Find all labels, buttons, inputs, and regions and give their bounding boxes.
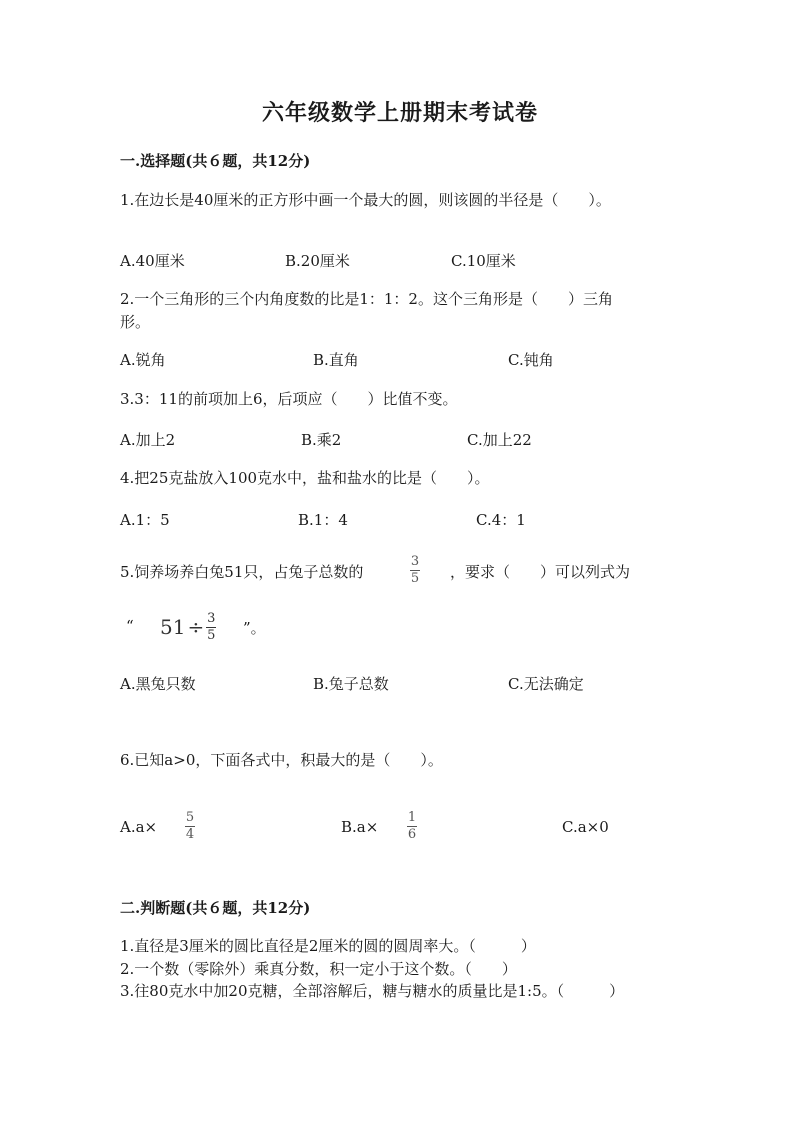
q4-option-a: A.1：5 <box>120 511 170 529</box>
question-2-line1: 2.一个三角形的三个内角度数的比是1：1：2。这个三角形是（ ）三角 <box>120 290 613 308</box>
q5-quote-close: ”。 <box>243 619 266 637</box>
section-heading-judgement: 二.判断题(共６题，共12分) <box>120 899 311 917</box>
q1-option-a: A.40厘米 <box>120 252 185 270</box>
q5-expression-denominator: 5 <box>207 627 216 643</box>
page-title: 六年级数学上册期末考试卷 <box>261 100 538 126</box>
q3-option-c: C.加上22 <box>467 431 532 449</box>
q4-option-c: C.4：1 <box>476 511 526 529</box>
q6-option-c: C.a×0 <box>562 818 609 836</box>
q5-expression-fraction <box>206 612 216 642</box>
q1-option-c: C.10厘米 <box>451 252 516 270</box>
q5-expression <box>160 612 216 642</box>
q5-option-b: B.兔子总数 <box>313 675 389 693</box>
q6-a-denominator: 4 <box>185 826 195 842</box>
q6-option-b-fraction <box>407 811 417 841</box>
q6-a-numerator: 5 <box>185 810 195 825</box>
section-heading-choice: 一.选择题(共６题，共12分) <box>120 152 311 170</box>
q5-option-c: C.无法确定 <box>508 675 584 693</box>
q5-expression-numerator: 3 <box>207 611 216 626</box>
judgement-item-2: 2.一个数（零除外）乘真分数，积一定小于这个数。（ ） <box>120 960 517 978</box>
question-5-text-after: ，要求（ ）可以列式为 <box>450 563 631 581</box>
q6-b-denominator: 6 <box>407 826 417 842</box>
q6-option-a-label: A.a× <box>120 818 158 836</box>
q4-option-b: B.1：4 <box>298 511 348 529</box>
judgement-item-1: 1.直径是3厘米的圆比直径是2厘米的圆的圆周率大。（ ） <box>120 937 536 955</box>
question-2-line2: 形。 <box>120 313 151 331</box>
q2-option-a: A.锐角 <box>120 351 166 369</box>
q6-b-numerator: 1 <box>407 810 417 825</box>
q6-option-a-fraction <box>185 811 195 841</box>
q5-option-a: A.黑兔只数 <box>120 675 196 693</box>
q2-option-b: B.直角 <box>313 351 359 369</box>
q5-quote-open: “ <box>126 617 134 635</box>
question-1: 1.在边长是40厘米的正方形中画一个最大的圆，则该圆的半径是（ ）。 <box>120 191 611 209</box>
q2-option-c: C.钝角 <box>508 351 554 369</box>
question-6: 6.已知a>0，下面各式中，积最大的是（ ）。 <box>120 751 443 769</box>
question-4: 4.把25克盐放入100克水中，盐和盐水的比是（ ）。 <box>120 469 490 487</box>
q5-expression-int: 51 <box>160 615 186 640</box>
q5-fraction-denominator: 5 <box>410 570 420 586</box>
question-3: 3.3：11的前项加上6，后项应（ ）比值不变。 <box>120 390 458 408</box>
q3-option-b: B.乘2 <box>301 431 342 449</box>
question-5-text-before: 5.饲养场养白兔51只，占兔子总数的 <box>120 563 364 581</box>
q5-fraction <box>410 555 420 585</box>
q6-option-b-label: B.a× <box>341 818 379 836</box>
q1-option-b: B.20厘米 <box>285 252 350 270</box>
judgement-item-3: 3.往80克水中加20克糖，全部溶解后，糖与糖水的质量比是1:5。（ ） <box>120 982 625 1000</box>
q3-option-a: A.加上2 <box>120 431 176 449</box>
q5-fraction-numerator: 3 <box>410 554 420 569</box>
q5-expression-op: ÷ <box>187 615 205 640</box>
